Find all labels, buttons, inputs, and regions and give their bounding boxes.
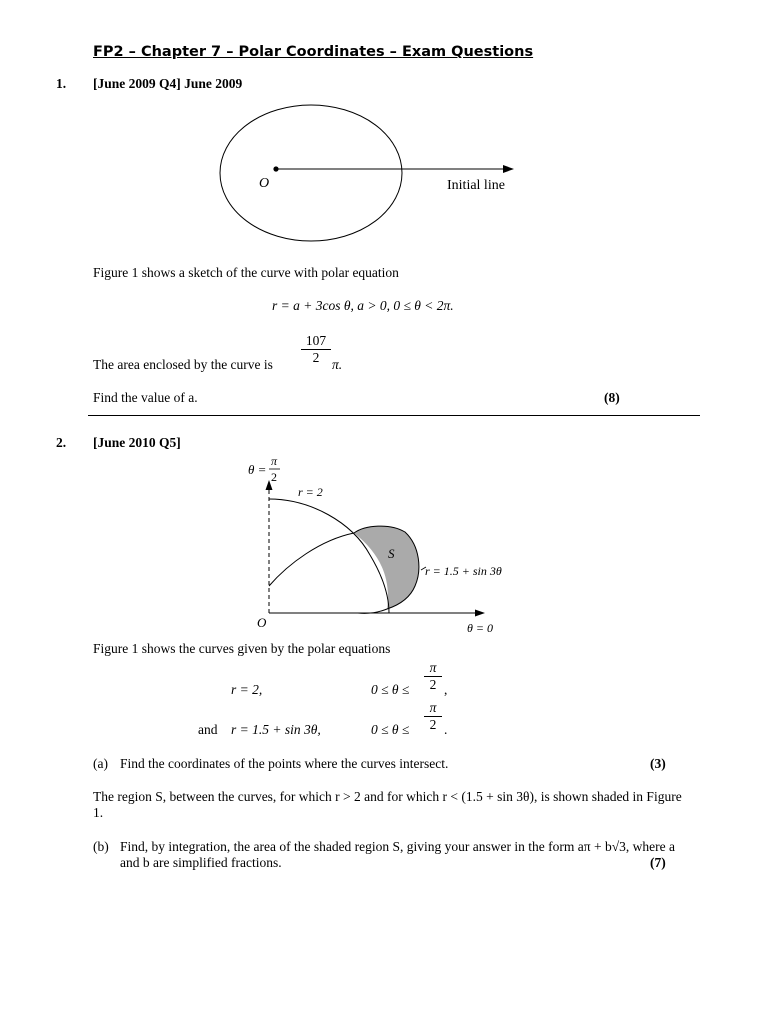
section-divider [88,415,700,416]
question-2-heading: [June 2010 Q5] [93,435,181,450]
question-1-heading: [June 2009 Q4] June 2009 [93,76,243,91]
fraction-denominator: 2 [429,677,437,692]
equation-2-left: r = 1.5 + sin 3θ, [231,722,321,737]
question-1-task: Find the value of a. [93,390,198,405]
fraction-denominator: 2 [429,717,437,732]
equation-1-end: , [444,682,448,697]
question-1-equation: r = a + 3cos θ, a > 0, 0 ≤ θ < 2π. [272,298,454,313]
question-2-figure [240,452,540,642]
equation-2-range: 0 ≤ θ ≤ [371,722,410,737]
part-b-marks: (7) [650,855,666,870]
question-1-number: 1. [56,76,67,91]
fraction-numerator: 107 [301,333,331,350]
part-a-label: (a) [93,756,108,771]
question-1-area-suffix: π. [332,357,343,372]
question-1-intro: Figure 1 shows a sketch of the curve with polar equation [93,265,399,280]
question-1-figure [210,100,530,260]
fraction-denominator: 2 [312,350,320,365]
question-1-area-text: The area enclosed by the curve is [93,357,273,372]
part-b-text: Find, by integration, the area of the shaded region S, giving your answer in the form aπ + b√3, where a and b are simplified fractions. [120,839,675,870]
question-1-marks: (8) [604,390,620,405]
question-2-number: 2. [56,435,67,450]
theta-pi-label: π [271,454,278,468]
page-title: FP2 – Chapter 7 – Polar Coordinates – Exam Questions [93,44,534,60]
region-description: The region S, between the curves, for which r > 2 and for which r < (1.5 + sin 3θ), is shown shaded in Figure 1. [93,789,682,820]
pole-point [273,166,278,171]
origin-label: O [257,615,267,630]
part-a-marks: (3) [650,756,666,771]
fraction-numerator: π [424,700,442,717]
equation-2-and: and [198,722,218,737]
initial-line-label: θ = 0 [467,621,493,635]
equation-1-range: 0 ≤ θ ≤ [371,682,410,697]
r2-label: r = 2 [298,485,323,499]
question-2-intro: Figure 1 shows the curves given by the polar equations [93,641,391,656]
pole-label: O [259,176,270,191]
theta-two-label: 2 [271,470,277,484]
region-s-label: S [388,546,395,561]
part-a-text: Find the coordinates of the points where the curves intersect. [120,756,449,771]
equation-1-fraction [424,660,442,692]
initial-line-label: Initial line [447,178,505,193]
question-1-area-fraction [301,333,331,365]
limacon-curve [220,105,402,241]
equation-2-end: . [444,722,448,737]
curve-label: r = 1.5 + sin 3θ [425,564,502,578]
fraction-numerator: π [424,660,442,677]
equation-1-left: r = 2, [231,682,263,697]
circle-arc-r2 [269,499,389,613]
equation-2-fraction [424,700,442,732]
initial-line-arrowhead [475,610,485,617]
part-b-label: (b) [93,839,109,854]
shaded-region-s [354,526,419,609]
theta-axis-label: θ = [248,462,267,477]
initial-line-arrowhead [503,165,514,173]
